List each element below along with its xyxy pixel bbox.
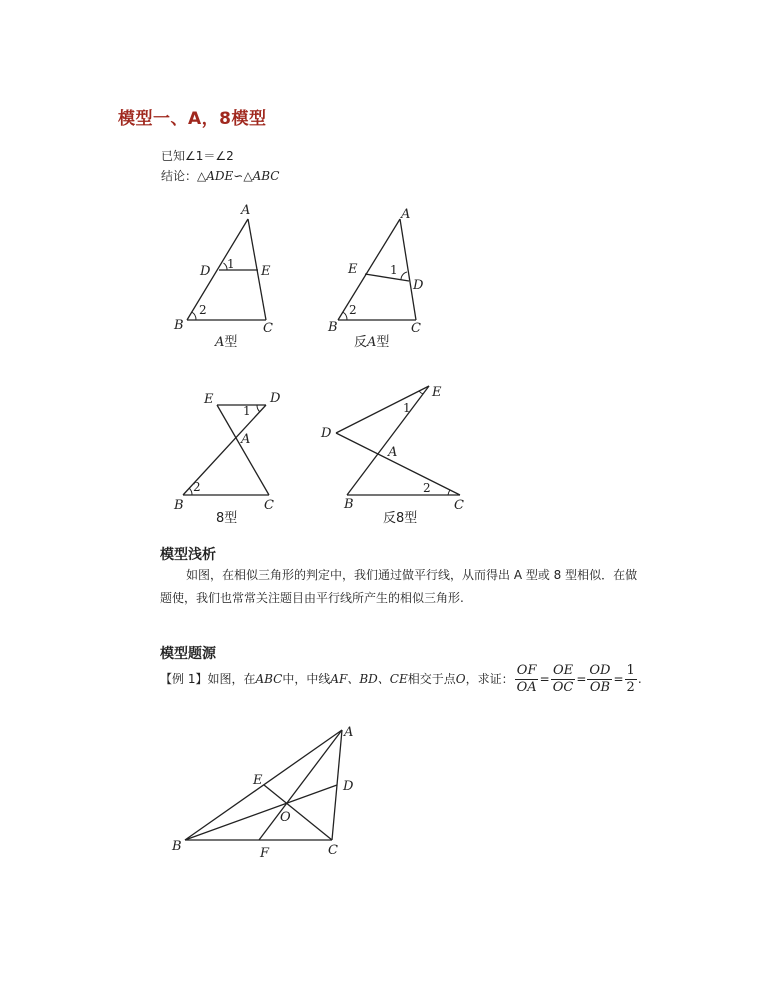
label-E: E: [348, 262, 358, 277]
label-D: D: [413, 278, 424, 293]
label-E: E: [432, 385, 442, 400]
caption-a-type: A型: [215, 335, 238, 350]
label-angle-1: 1: [243, 404, 251, 418]
example-point: O: [455, 672, 466, 686]
line-EB: [347, 386, 429, 495]
angle-2-arc: [343, 312, 347, 320]
label-C: C: [328, 843, 338, 858]
label-C: C: [264, 498, 274, 513]
figure-8-type: [165, 385, 295, 530]
equals-sign: =: [576, 672, 587, 686]
analysis-paragraph: [160, 564, 700, 610]
label-A: A: [388, 445, 398, 460]
example-triangle: ABC: [255, 672, 283, 686]
label-E: E: [204, 392, 214, 407]
median-BD: [185, 785, 337, 840]
given-label: 已知: [161, 149, 186, 163]
fraction-of-oa: $\frac{OF}{OA}$: [516, 663, 537, 695]
angle-1-arc: [419, 391, 423, 394]
source-heading: 模型题源: [160, 646, 216, 662]
label-angle-1: 1: [390, 263, 398, 277]
label-B: B: [174, 498, 184, 513]
figure-a-type: [165, 200, 295, 355]
label-angle-2: 2: [199, 303, 207, 317]
figure-reverse-a-type: [320, 200, 450, 355]
fraction-one-half: $\frac{1}{2}$: [626, 663, 635, 695]
label-E: E: [261, 264, 271, 279]
analysis-line-1: 如图，在相似三角形的判定中，我们通过做平行线，从而得出 A 型或 8 型相似．在做: [186, 568, 638, 582]
angle-2-arc: [448, 490, 450, 495]
label-angle-1: 1: [403, 401, 411, 415]
example-text-3: ，求证：: [465, 672, 514, 686]
angle-1-arc: [401, 272, 407, 280]
label-D: D: [343, 779, 354, 794]
label-angle-2: 2: [193, 480, 201, 494]
equals-sign: =: [539, 672, 550, 686]
figure-example-medians: [165, 720, 365, 865]
label-O: O: [280, 810, 291, 825]
label-C: C: [263, 321, 273, 336]
example-text-2: 相交于点: [407, 672, 456, 686]
equals-sign: =: [613, 672, 624, 686]
label-D: D: [321, 426, 332, 441]
analysis-heading: 模型浅析: [160, 547, 216, 563]
label-angle-2: 2: [423, 481, 431, 495]
analysis-line-2: 题使，我们也常常关注题目由平行线所产生的相似三角形.: [160, 591, 464, 605]
caption-8-type: 8型: [216, 511, 238, 526]
label-A: A: [241, 203, 251, 218]
angle-2-arc: [189, 488, 192, 495]
label-A: A: [241, 432, 251, 447]
label-A: A: [401, 207, 411, 222]
given-line: [161, 146, 234, 166]
median-CE: [264, 785, 332, 840]
conclusion-line: [161, 166, 279, 186]
example-medians: AF、BD、CE: [330, 672, 408, 686]
median-AF: [259, 730, 342, 840]
line-AB: [185, 730, 342, 840]
label-angle-1: 1: [227, 257, 235, 271]
label-D: D: [200, 264, 211, 279]
example-prefix: 【例 1】如图，在: [160, 672, 256, 686]
conclusion-expression: △ADE∽△ABC: [197, 169, 280, 183]
example-end: .: [637, 672, 642, 686]
label-angle-2: 2: [349, 303, 357, 317]
given-expression: ∠1＝∠2: [185, 149, 234, 163]
label-B: B: [174, 318, 184, 333]
label-B: B: [172, 839, 182, 854]
line-AC: [400, 219, 416, 320]
label-C: C: [411, 321, 421, 336]
caption-reverse-a-type: 反A型: [354, 335, 390, 350]
example-1: [160, 663, 720, 696]
caption-reverse-8-type: 反8型: [383, 511, 418, 526]
figure-reverse-8-type: [315, 380, 475, 530]
label-B: B: [328, 320, 338, 335]
fraction-oe-oc: $\frac{OE}{OC}$: [552, 663, 574, 695]
page-title: 模型一、A，8模型: [118, 109, 267, 129]
label-D: D: [270, 391, 281, 406]
label-B: B: [344, 497, 354, 512]
label-A: A: [344, 725, 354, 740]
label-C: C: [454, 498, 464, 513]
angle-1-arc: [257, 405, 260, 412]
label-E: E: [253, 773, 263, 788]
line-ED: [336, 386, 429, 433]
fraction-od-ob: $\frac{OD}{OB}$: [589, 663, 611, 695]
angle-2-arc: [192, 312, 196, 320]
label-F: F: [260, 846, 270, 861]
example-text-1: 中，中线: [282, 672, 331, 686]
conclusion-label: 结论：: [161, 169, 198, 183]
